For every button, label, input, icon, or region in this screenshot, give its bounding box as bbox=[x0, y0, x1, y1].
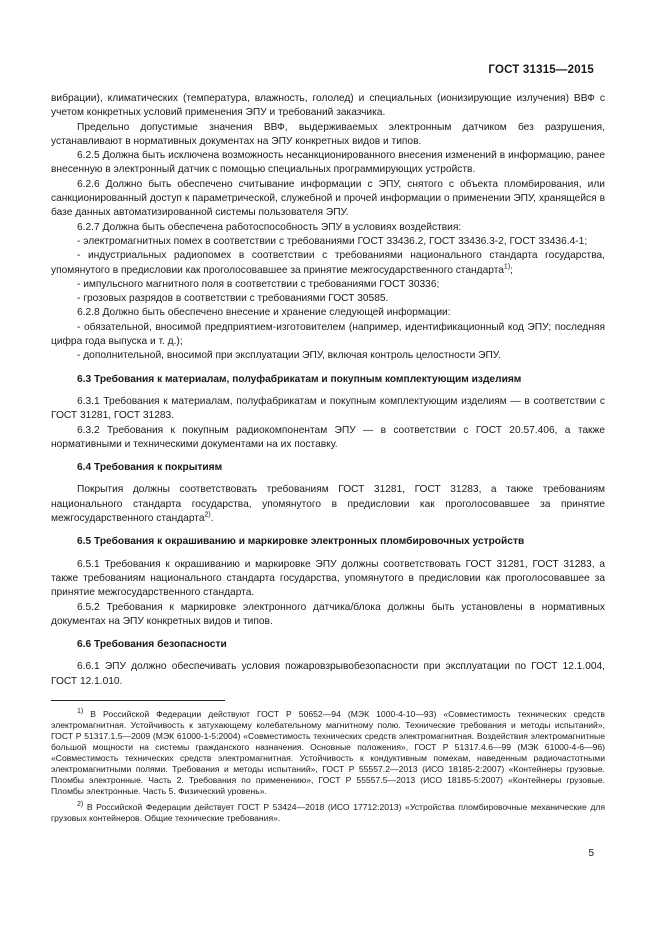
footnote-ref-1[interactable]: 1) bbox=[503, 263, 511, 271]
clause-6-2-5: 6.2.5 Должна быть исключена возможность несанкционированного внесения изменений в информацию, ранее внесенную в электронный датчик с помощью специальных программирующих устройств. bbox=[51, 150, 605, 176]
section-heading-6-6: 6.6 Требования безопасности bbox=[77, 639, 227, 651]
paragraph-text: Покрытия должны соответствовать требованиям ГОСТ 31281, ГОСТ 31283, а также требованиям национального стандарта государства, упомянутого в предисловии как проголосовавшее за принятие межгосударственного стандарта bbox=[51, 484, 605, 525]
list-item-text: - индустриальных радиопомех в соответствии с требованиями национального стандарта государства, упомянутого в предисловии как проголосовавшее за принятие межгосударственного стандарта bbox=[51, 250, 605, 276]
section-heading-6-3: 6.3 Требования к материалам, полуфабрикатам и покупным комплектующим изделиям bbox=[77, 373, 522, 385]
clause-6-3-2: 6.3.2 Требования к покупным радиокомпонентам ЭПУ — в соответствии с ГОСТ 20.57.406, а также нормативными и техническими документами на их поставку. bbox=[51, 424, 605, 450]
main-text bbox=[51, 92, 605, 689]
section-heading-6-5: 6.5 Требования к окрашиванию и маркировке электронных пломбировочных устройств bbox=[77, 536, 525, 548]
list-item: - импульсного магнитного поля в соответствии с требованиями ГОСТ 30336; bbox=[77, 278, 440, 290]
footnote-2 bbox=[51, 802, 605, 824]
list-item: - обязательной, вносимой предприятием-изготовителем (например, идентификационный код ЭПУ; последняя цифра года выпуска и т. д.); bbox=[51, 321, 605, 348]
clause-6-2-8: 6.2.8 Должно быть обеспечено внесение и хранение следующей информации: bbox=[77, 307, 451, 319]
document-code-header: ГОСТ 31315—2015 bbox=[488, 64, 594, 76]
clause-6-5-1: 6.5.1 Требования к окрашиванию и маркировке ЭПУ должны соответствовать ГОСТ 31281, ГОСТ 31283, а также требованиям национального стандарта государства, упомянутого в предисловии как проголосовавшее за принятие межгосударственного стандарта. bbox=[51, 558, 605, 599]
footnote-text: В Российской Федерации действует ГОСТ Р 53424—2018 (ИСО 17712:2013) «Устройства пломбировочные механические для грузовых контейнеров. Общие технические требования». bbox=[51, 802, 605, 823]
list-item-end: ; bbox=[510, 264, 513, 276]
list-item: - дополнительной, вносимой при эксплуатации ЭПУ, включая контроль целостности ЭПУ. bbox=[77, 350, 501, 362]
clause-6-3-1: 6.3.1 Требования к материалам, полуфабрикатам и покупным комплектующим изделиям — в соответствии с ГОСТ 31281, ГОСТ 31283. bbox=[51, 395, 605, 422]
paragraph: Предельно допустимые значения ВВФ, выдерживаемых электронным датчиком без разрушения, устанавливают в нормативных документах на ЭПУ конкретных видов и типов. bbox=[51, 121, 605, 147]
list-item: - грозовых разрядов в соответствии с требованиями ГОСТ 30585. bbox=[77, 293, 389, 305]
clause-6-2-6: 6.2.6 Должно быть обеспечено считывание информации с ЭПУ, снятого с объекта пломбирования, или санкционированный доступ к параметрической, служебной и прочей информации о применении ЭПУ, хранящейся в базе данных автоматизированной системы пользователя ЭПУ. bbox=[51, 178, 605, 219]
footnotes bbox=[51, 709, 605, 829]
list-item: - электромагнитных помех в соответствии с требованиями ГОСТ 33436.2, ГОСТ 33436.3-2, ГОСТ 33436.4-1; bbox=[77, 235, 588, 247]
footnote-divider bbox=[51, 700, 225, 701]
paragraph: вибрации), климатических (температура, влажность, гололед) и специальных (ионизирующие излучения) ВВФ с учетом конкретных условий применения ЭПУ и требований заказчика. bbox=[51, 93, 605, 119]
clause-6-2-7: 6.2.7 Должна быть обеспечена работоспособность ЭПУ в условиях воздействия: bbox=[77, 221, 462, 233]
paragraph bbox=[51, 483, 605, 526]
page-number: 5 bbox=[588, 848, 594, 859]
section-heading-6-4: 6.4 Требования к покрытиям bbox=[77, 462, 223, 474]
clause-6-5-2: 6.5.2 Требования к маркировке электронного датчика/блока должны быть установлены в нормативных документах на ЭПУ конкретных видов и типов. bbox=[51, 601, 605, 627]
list-item bbox=[51, 249, 605, 278]
footnote-mark: 1) bbox=[77, 708, 84, 716]
footnote-1 bbox=[51, 709, 605, 797]
clause-6-6-1: 6.6.1 ЭПУ должно обеспечивать условия пожаровзрывобезопасности при эксплуатации по ГОСТ 12.1.004, ГОСТ 12.1.010. bbox=[51, 661, 605, 687]
paragraph-end: . bbox=[210, 513, 214, 525]
footnote-ref-2[interactable]: 2) bbox=[204, 511, 211, 519]
footnote-mark: 2) bbox=[77, 801, 84, 809]
footnote-text: В Российской Федерации действуют ГОСТ Р 50652—94 (МЭК 1000-4-10—93) «Совместимость технических средств электромагнитная. Устойчивость к затухающему колебательному магнитному полю. Технические требования и методы испытаний», ГОСТ Р 51317.1.5—2009 (МЭК 61000-1-5:2004) «Совместимость технических средств электромагнитная. Воздействия электромагнитные большой мощности на системы гражданского назначения. Основные положения», ГОСТ Р 51317.4.6—99 (МЭК 61000-4-6—96) «Совместимость технических средств электромагнитная. Устойчивость к кондуктивным помехам, наведенным радиочастотными электромагнитными полями. Требования и методы испытаний», ГОСТ Р 55557.2—2013 (ИСО 18185-2:2007) «Контейнеры грузовые. Пломбы электронные. Часть 2. Требования по применению», ГОСТ Р 55557.5—2013 (ИСО 18185-5:2007) «Контейнеры грузовые. Пломбы электронные. Часть 5. Физический уровень». bbox=[51, 709, 605, 796]
